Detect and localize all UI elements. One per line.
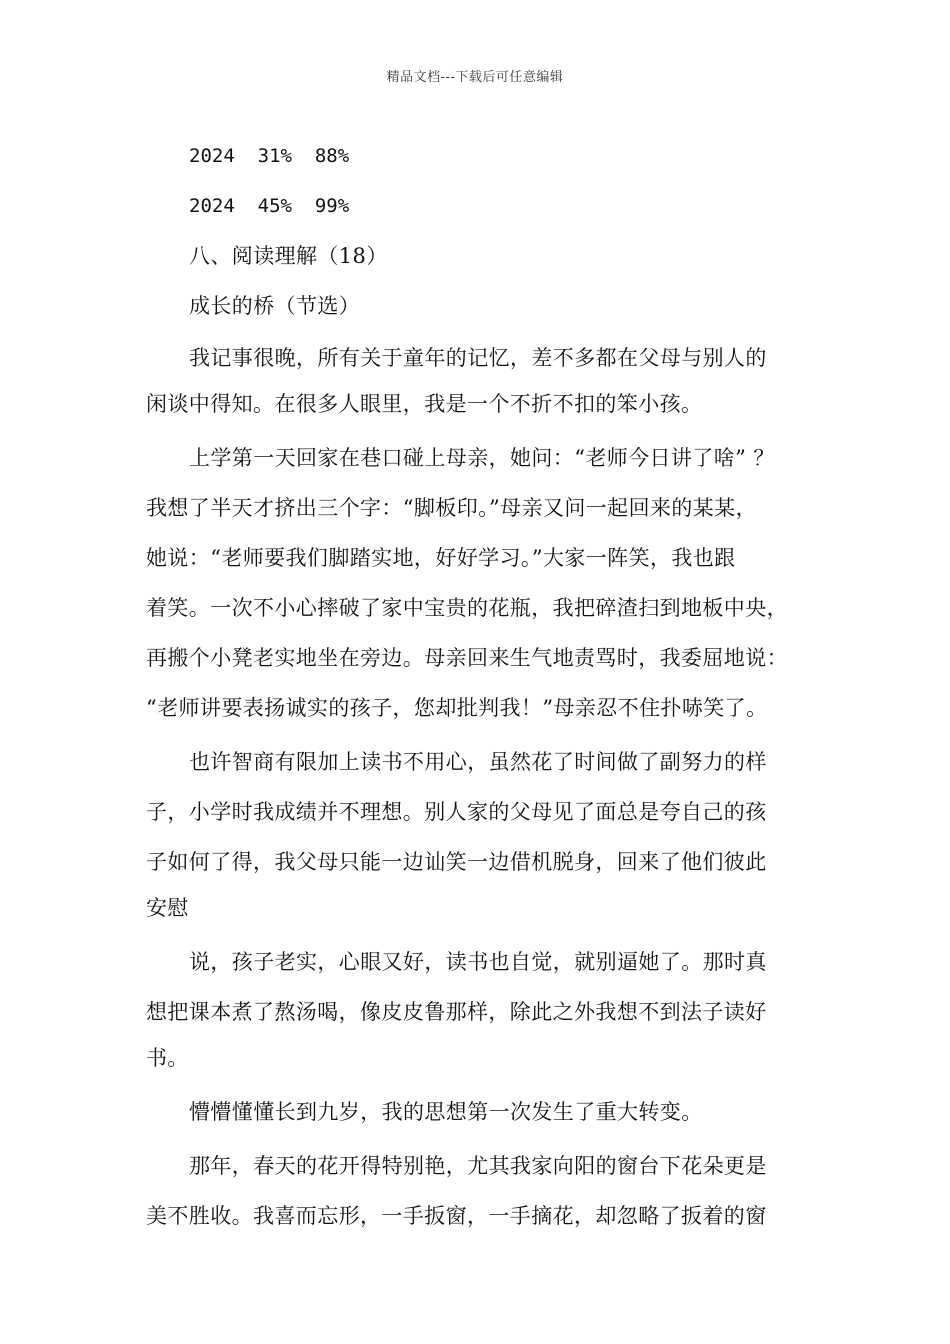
data-row-2: 2024 45% 99% [189, 195, 350, 217]
paragraph-line: 子如何了得，我父母只能一边讪笑一边借机脱身，回来了他们彼此 [146, 850, 767, 874]
section-title: 八、阅读理解（18） [189, 244, 388, 268]
data-row-1: 2024 31% 88% [189, 145, 350, 167]
paragraph-line: 着笑。一次不小心摔破了家中宝贵的花瓶，我把碎渣扫到地板中央， [146, 596, 788, 620]
paragraph-line: 美不胜收。我喜而忘形，一手扳窗，一手摘花，却忽略了扳着的窗 [146, 1204, 767, 1228]
paragraph-line: 我记事很晚，所有关于童年的记忆，差不多都在父母与别人的 [189, 346, 767, 370]
paragraph-line: “老师讲要表扬诚实的孩子，您却批判我！”母亲忍不住扑哧笑了。 [146, 696, 768, 720]
paragraph-line: 上学第一天回家在巷口碰上母亲，她问：“老师今日讲了啥” ？ [189, 446, 775, 470]
paragraph-line: 再搬个小凳老实地坐在旁边。母亲回来生气地责骂时，我委屈地说： [146, 646, 788, 670]
paragraph-line: 子，小学时我成绩并不理想。别人家的父母见了面总是夸自己的孩 [146, 800, 767, 824]
paragraph-line: 说，孩子老实，心眼又好，读书也自觉，就别逼她了。那时真 [189, 950, 767, 974]
paragraph-line: 想把课本煮了熬汤喝，像皮皮鲁那样，除此之外我想不到法子读好 [146, 1000, 767, 1024]
paragraph-line: 书。 [146, 1046, 189, 1070]
paragraph-line: 也许智商有限加上读书不用心，虽然花了时间做了副努力的样 [189, 750, 767, 774]
article-title: 成长的桥（节选） [189, 294, 361, 318]
paragraph-line: 安慰 [146, 896, 189, 920]
paragraph-line: 那年，春天的花开得特别艳，尤其我家向阳的窗台下花朵更是 [189, 1154, 767, 1178]
paragraph-line: 我想了半天才挤出三个字：“脚板印。”母亲又问一起回来的某某， [146, 496, 757, 520]
document-body [146, 133, 810, 1239]
paragraph-line: 她说：“老师要我们脚踏实地，好好学习。”大家一阵笑，我也跟 [146, 546, 736, 570]
page-header: 精品文档---下载后可任意编辑 [386, 70, 564, 85]
paragraph-line: 闲谈中得知。在很多人眼里，我是一个不折不扣的笨小孩。 [146, 392, 703, 416]
paragraph-line: 懵懵懂懂长到九岁，我的思想第一次发生了重大转变。 [189, 1100, 703, 1124]
